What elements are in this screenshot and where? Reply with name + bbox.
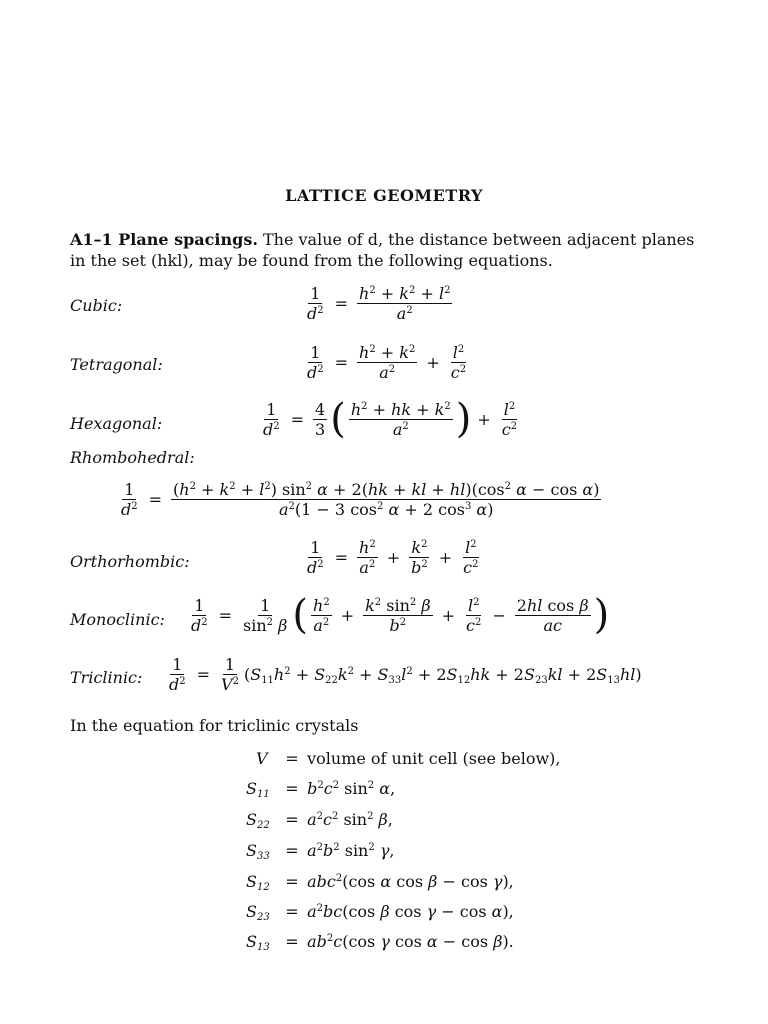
label-tetragonal: Tetragonal:: [70, 355, 163, 374]
definition-v-text: volume of unit cell (see below),: [307, 749, 561, 768]
definition-v: V = volume of unit cell (see below),: [256, 749, 561, 768]
section-intro: The value of d, the distance between adjacent planes in the set (hkl), may be found from the following equations.: [70, 230, 695, 270]
equation-cubic: $\frac{1}{d^2}$ = $\frac{h^2 + k^2 + l^2}{a^2}$: [307, 284, 451, 323]
definition-s22: $S_{22} = a^2c^2$ $\sin^2 \beta$,: [246, 810, 393, 831]
equation-orthorhombic: $\frac{1}{d^2}$ = $\frac{h^2}{a^2}$ + $\frac{k^2}{b^2}$ + $\frac{l^2}{c^2}$: [307, 538, 479, 577]
definition-s11: $S_{11} = b^2c^2$ $\sin^2 \alpha$,: [246, 779, 396, 800]
label-monoclinic: Monoclinic:: [70, 610, 165, 629]
equation-rhombohedral: $\frac{1}{d^2}$ = $\frac{(h^2 + k^2 + l^2) \sin^2 \alpha + 2(hk + kl + hl)(\cos^2 \alpha - \cos \alpha)}{a^2(1 - 3 \cos^2 \alpha + 2 \cos^3 \alpha)}$: [121, 480, 600, 519]
equation-triclinic: $\frac{1}{d^2}$ = $\frac{1}{V^2}$ $(S_{11}h^2 + S_{22}k^2 + S_{33}l^2 + 2S_{12}hk + 2S_{23}kl + 2S_{13}hl)$: [169, 655, 642, 694]
label-cubic: Cubic:: [70, 296, 123, 315]
triclinic-note: In the equation for triclinic crystals: [70, 716, 359, 735]
equation-monoclinic: $\frac{1}{d^2}$ = $\frac{1}{\sin^2 \beta}$ ( $\frac{h^2}{a^2}$ + $\frac{k^2 \sin^2 \beta}{b^2}$ + $\frac{l^2}{c^2}$ − $\frac{\text{2hl cos β}}{ac}$ ): [191, 592, 610, 638]
definition-s33: $S_{33} = a^2b^2$ $\sin^2 \gamma$,: [246, 841, 395, 862]
definition-s12: $S_{12} = abc^2(\cos$ α cos β − cos γ),: [246, 872, 514, 893]
label-rhombohedral: Rhombohedral:: [70, 448, 195, 467]
label-hexagonal: Hexagonal:: [70, 414, 163, 433]
label-triclinic: Triclinic:: [70, 668, 143, 687]
page-title: LATTICE GEOMETRY: [285, 186, 483, 205]
definition-s23: $S_{23} = a^2bc(\cos$ β cos γ − cos α),: [246, 902, 514, 923]
definition-s13: $S_{13} = ab^2c(\cos$ γ cos α − cos β).: [246, 932, 514, 953]
equation-tetragonal: $\frac{1}{d^2}$ = $\frac{h^2 + k^2}{a^2}$ + $\frac{l^2}{c^2}$: [307, 343, 467, 382]
label-orthorhombic: Orthorhombic:: [70, 552, 190, 571]
intro-paragraph: [70, 229, 702, 271]
section-heading: A1–1 Plane spacings.: [70, 230, 258, 249]
equation-hexagonal: $\frac{1}{d^2}$ = $\frac{4}{3}$ ( $\frac{h^2 + hk + k^2}{a^2}$ ) + $\frac{l^2}{c^2}$: [263, 396, 518, 442]
